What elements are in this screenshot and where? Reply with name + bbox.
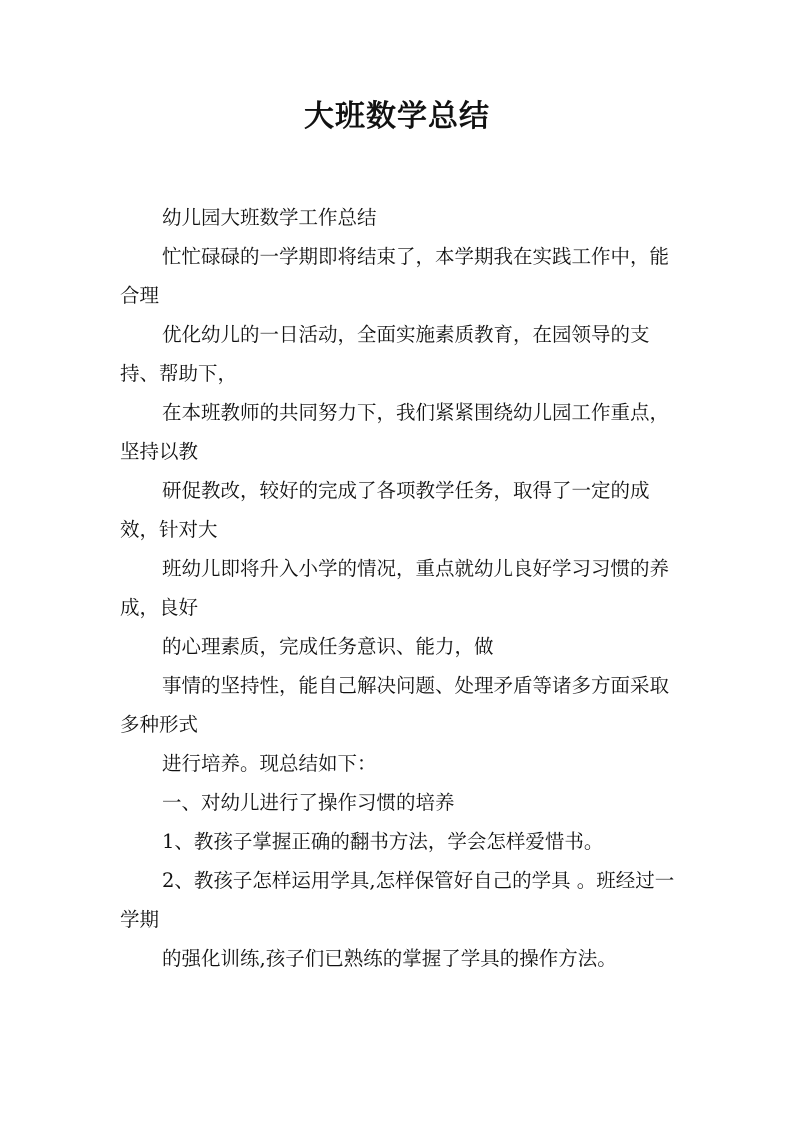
list-item: 1、教孩子掌握正确的翻书方法，学会怎样爱惜书。 [162,830,604,853]
paragraph: 的心理素质，完成任务意识、能力，做 [162,635,494,658]
paragraph: 幼儿园大班数学工作总结 [162,206,377,229]
paragraph: 班幼儿即将升入小学的情况，重点就幼儿良好学习习惯的养成，良好 [120,557,670,619]
paragraph: 事情的坚持性，能自己解决问题、处理矛盾等诸多方面采取多种形式 [120,674,670,736]
paragraph: 忙忙碌碌的一学期即将结束了，本学期我在实践工作中，能合理 [120,245,670,307]
paragraph: 优化幼儿的一日活动，全面实施素质教育，在园领导的支持、帮助下， [120,323,650,385]
paragraph: 的强化训练,孩子们已熟练的掌握了学具的操作方法。 [162,947,617,970]
section-heading: 一、对幼儿进行了操作习惯的培养 [162,791,455,814]
paragraph: 进行培养。现总结如下： [162,752,377,775]
list-item: 2、教孩子怎样运用学具,怎样保管好自己的学具 。班经过一学期 [120,869,675,931]
paragraph: 在本班教师的共同努力下，我们紧紧围绕幼儿园工作重点，坚持以教 [120,401,670,463]
document-body [120,198,676,978]
document-title: 大班数学总结 [304,99,490,134]
paragraph: 研促教改，较好的完成了各项教学任务，取得了一定的成效，针对大 [120,479,650,541]
